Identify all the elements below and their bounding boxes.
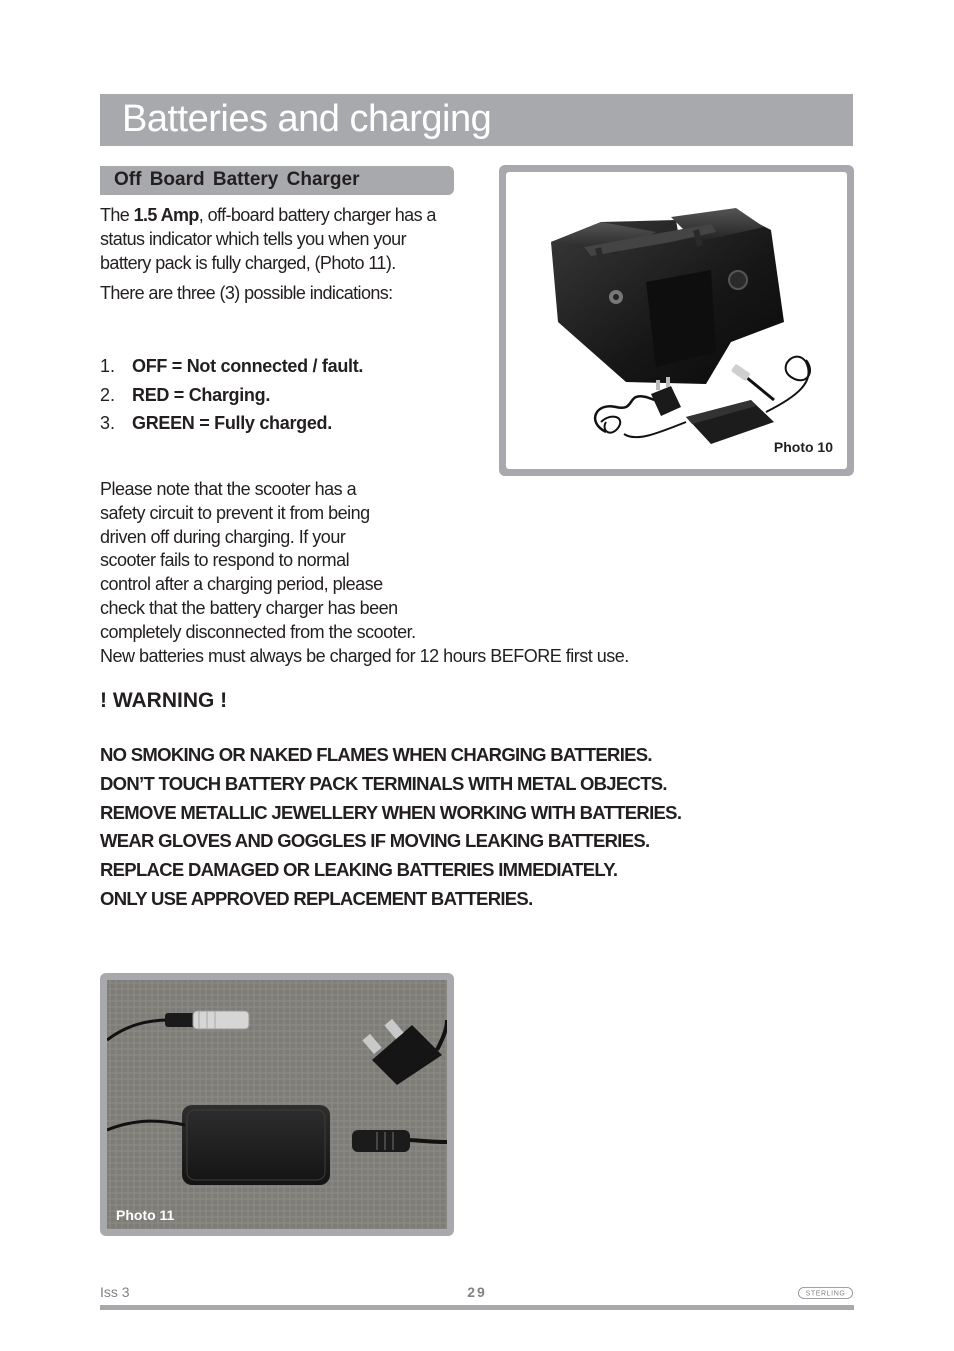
list-text: GREEN = Fully charged.: [132, 413, 332, 433]
safety-note: [100, 478, 820, 668]
note-line: safety circuit to prevent it from being: [100, 502, 370, 523]
footer-rule: [100, 1305, 854, 1310]
indications-list: [100, 352, 460, 438]
list-text: OFF = Not connected / fault.: [132, 356, 364, 376]
warning-item: NO SMOKING OR NAKED FLAMES WHEN CHARGING BATTERIES.: [100, 744, 652, 765]
note-line: control after a charging period, please: [100, 574, 383, 595]
warning-item: REMOVE METALLIC JEWELLERY WHEN WORKING WITH BATTERIES.: [100, 801, 682, 823]
battery-pack-image: [506, 172, 847, 469]
brand-logo: [798, 1286, 853, 1298]
section-heading: Off Board Battery Charger: [114, 169, 360, 190]
charger-image: [107, 980, 447, 1229]
list-number: 1.: [100, 356, 116, 376]
logo-text: STERLING: [805, 1290, 846, 1298]
note-line: check that the battery charger has been: [100, 597, 398, 618]
photo-11: [107, 980, 447, 1229]
title-bar: [100, 94, 853, 146]
intro-text: [100, 203, 460, 305]
section-heading-bar: [100, 166, 454, 195]
list-item: [100, 381, 460, 410]
photo-10-frame: [499, 165, 854, 476]
list-number: 2.: [100, 384, 116, 405]
issue-number: Iss 3: [100, 1284, 130, 1300]
warning-item: REPLACE DAMAGED OR LEAKING BATTERIES IMMEDIATELY.: [100, 859, 618, 881]
list-item: [100, 352, 460, 381]
note-line: Please note that the scooter has a: [100, 479, 357, 499]
note-line: scooter fails to respond to normal: [100, 550, 350, 571]
photo-10-caption: Photo 10: [773, 439, 833, 455]
intro-paragraph: [100, 203, 460, 275]
list-number: 3.: [100, 413, 116, 433]
list-item: [100, 409, 460, 438]
note-line: completely disconnected from the scooter.: [100, 621, 416, 642]
photo-10: [506, 172, 847, 469]
intro-text-start: The: [100, 205, 134, 225]
photo-11-frame: [100, 973, 454, 1236]
warning-item: DON’T TOUCH BATTERY PACK TERMINALS WITH METAL OBJECTS.: [100, 772, 667, 794]
warning-heading: ! WARNING !: [100, 689, 228, 712]
indications-intro: There are three (3) possible indications:: [100, 283, 393, 303]
warning-item: ONLY USE APPROVED REPLACEMENT BATTERIES.: [100, 887, 533, 909]
note-line: New batteries must always be charged for 12 hours BEFORE first use.: [100, 645, 629, 666]
list-text: RED = Charging.: [132, 384, 271, 405]
note-line: driven off during charging. If your: [100, 526, 346, 547]
warning-list: [100, 741, 681, 914]
amp-rating: 1.5 Amp: [133, 205, 199, 225]
intro-text-rest: , off-board battery charger has a status indicator which tells you when your battery pack is fully charged, (Photo 11).: [100, 205, 436, 273]
page-title: Batteries and charging: [122, 98, 492, 140]
page-number: 29: [467, 1284, 487, 1300]
warning-item: WEAR GLOVES AND GOGGLES IF MOVING LEAKING BATTERIES.: [100, 830, 650, 852]
photo-11-caption: Photo 11: [116, 1207, 175, 1223]
